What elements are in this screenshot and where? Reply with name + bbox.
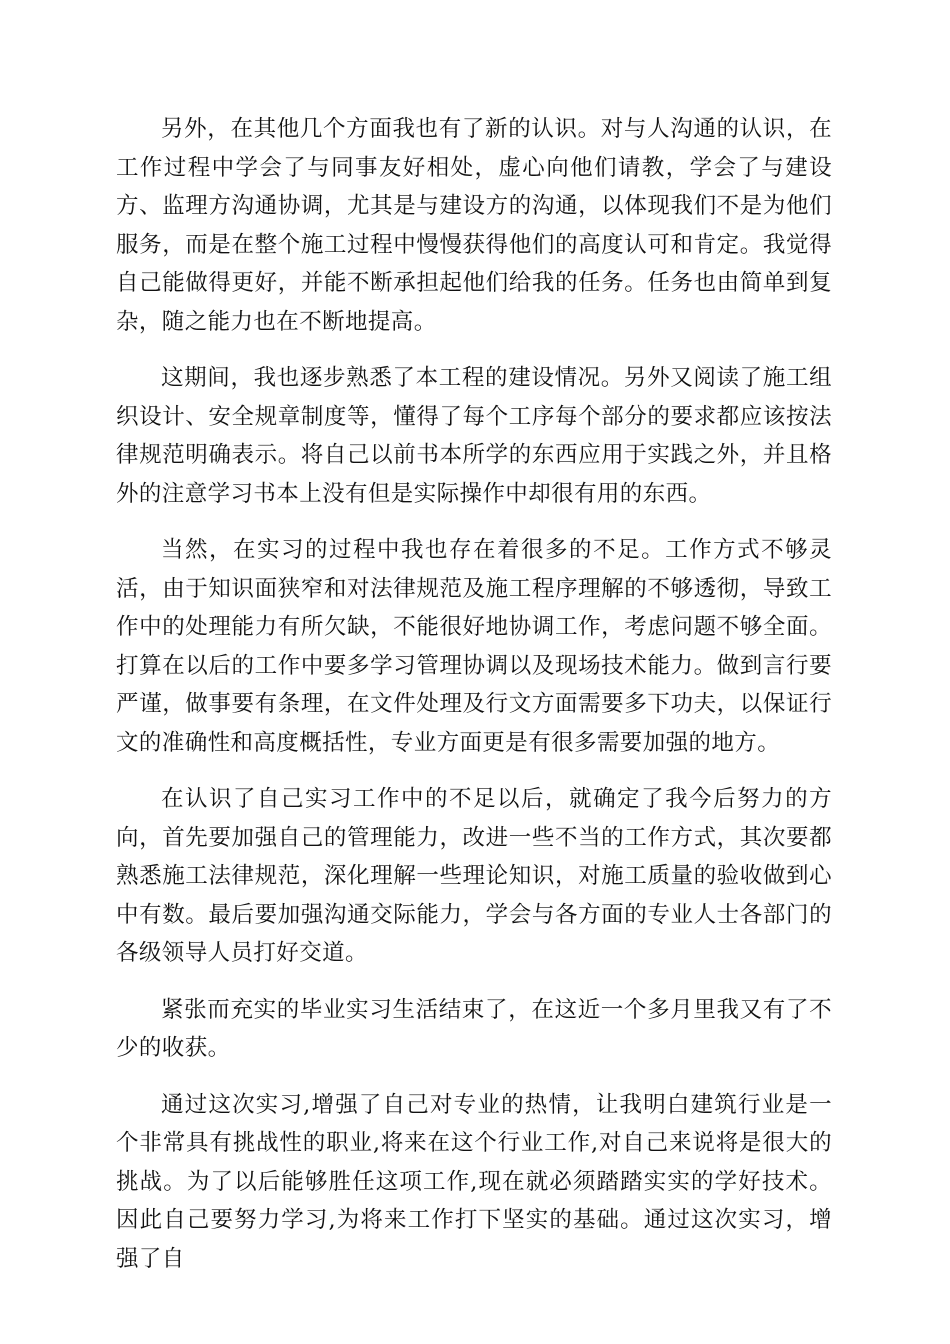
paragraph-internship-benefits: 通过这次实习,增强了自己对专业的热情，让我明白建筑行业是一个非常具有挑战性的职业,将来在这个行业工作,对自己来说将是很大的挑战。为了以后能够胜任这项工作,现在就必须踏踏实实的学好技术。因此自己要努力学习,为将来工作打下坚实的基础。通过这次实习，增强了自	[116, 1091, 832, 1272]
paragraph-internship-end: 紧张而充实的毕业实习生活结束了，在这近一个多月里我又有了不少的收获。	[116, 996, 832, 1061]
paragraph-communication: 另外，在其他几个方面我也有了新的认识。对与人沟通的认识，在工作过程中学会了与同事友好相处，虚心向他们请教，学会了与建设方、监理方沟通协调，尤其是与建设方的沟通，以体现我们不是为他们服务，而是在整个施工过程中慢慢获得他们的高度认可和肯定。我觉得自己能做得更好，并能不断承担起他们给我的任务。任务也由简单到复杂，随之能力也在不断地提高。	[116, 116, 832, 335]
paragraph-improvement-direction: 在认识了自己实习工作中的不足以后，就确定了我今后努力的方向，首先要加强自己的管理能力，改进一些不当的工作方式，其次要都熟悉施工法律规范，深化理解一些理论知识，对施工质量的验收做到心中有数。最后要加强沟通交际能力，学会与各方面的专业人士各部门的各级领导人员打好交道。	[116, 786, 832, 966]
paragraph-project-familiarization: 这期间，我也逐步熟悉了本工程的建设情况。另外又阅读了施工组织设计、安全规章制度等，懂得了每个工序每个部分的要求都应该按法律规范明确表示。将自己以前书本所学的东西应用于实践之外，并且格外的注意学习书本上没有但是实际操作中却很有用的东西。	[116, 365, 832, 507]
paragraph-shortcomings: 当然，在实习的过程中我也存在着很多的不足。工作方式不够灵活，由于知识面狭窄和对法律规范及施工程序理解的不够透彻，导致工作中的处理能力有所欠缺，不能很好地协调工作，考虑问题不够全面。打算在以后的工作中要多学习管理协调以及现场技术能力。做到言行要严谨，做事要有条理，在文件处理及行文方面需要多下功夫，以保证行文的准确性和高度概括性，专业方面更是有很多需要加强的地方。	[116, 537, 832, 756]
document-body	[116, 110, 832, 1296]
